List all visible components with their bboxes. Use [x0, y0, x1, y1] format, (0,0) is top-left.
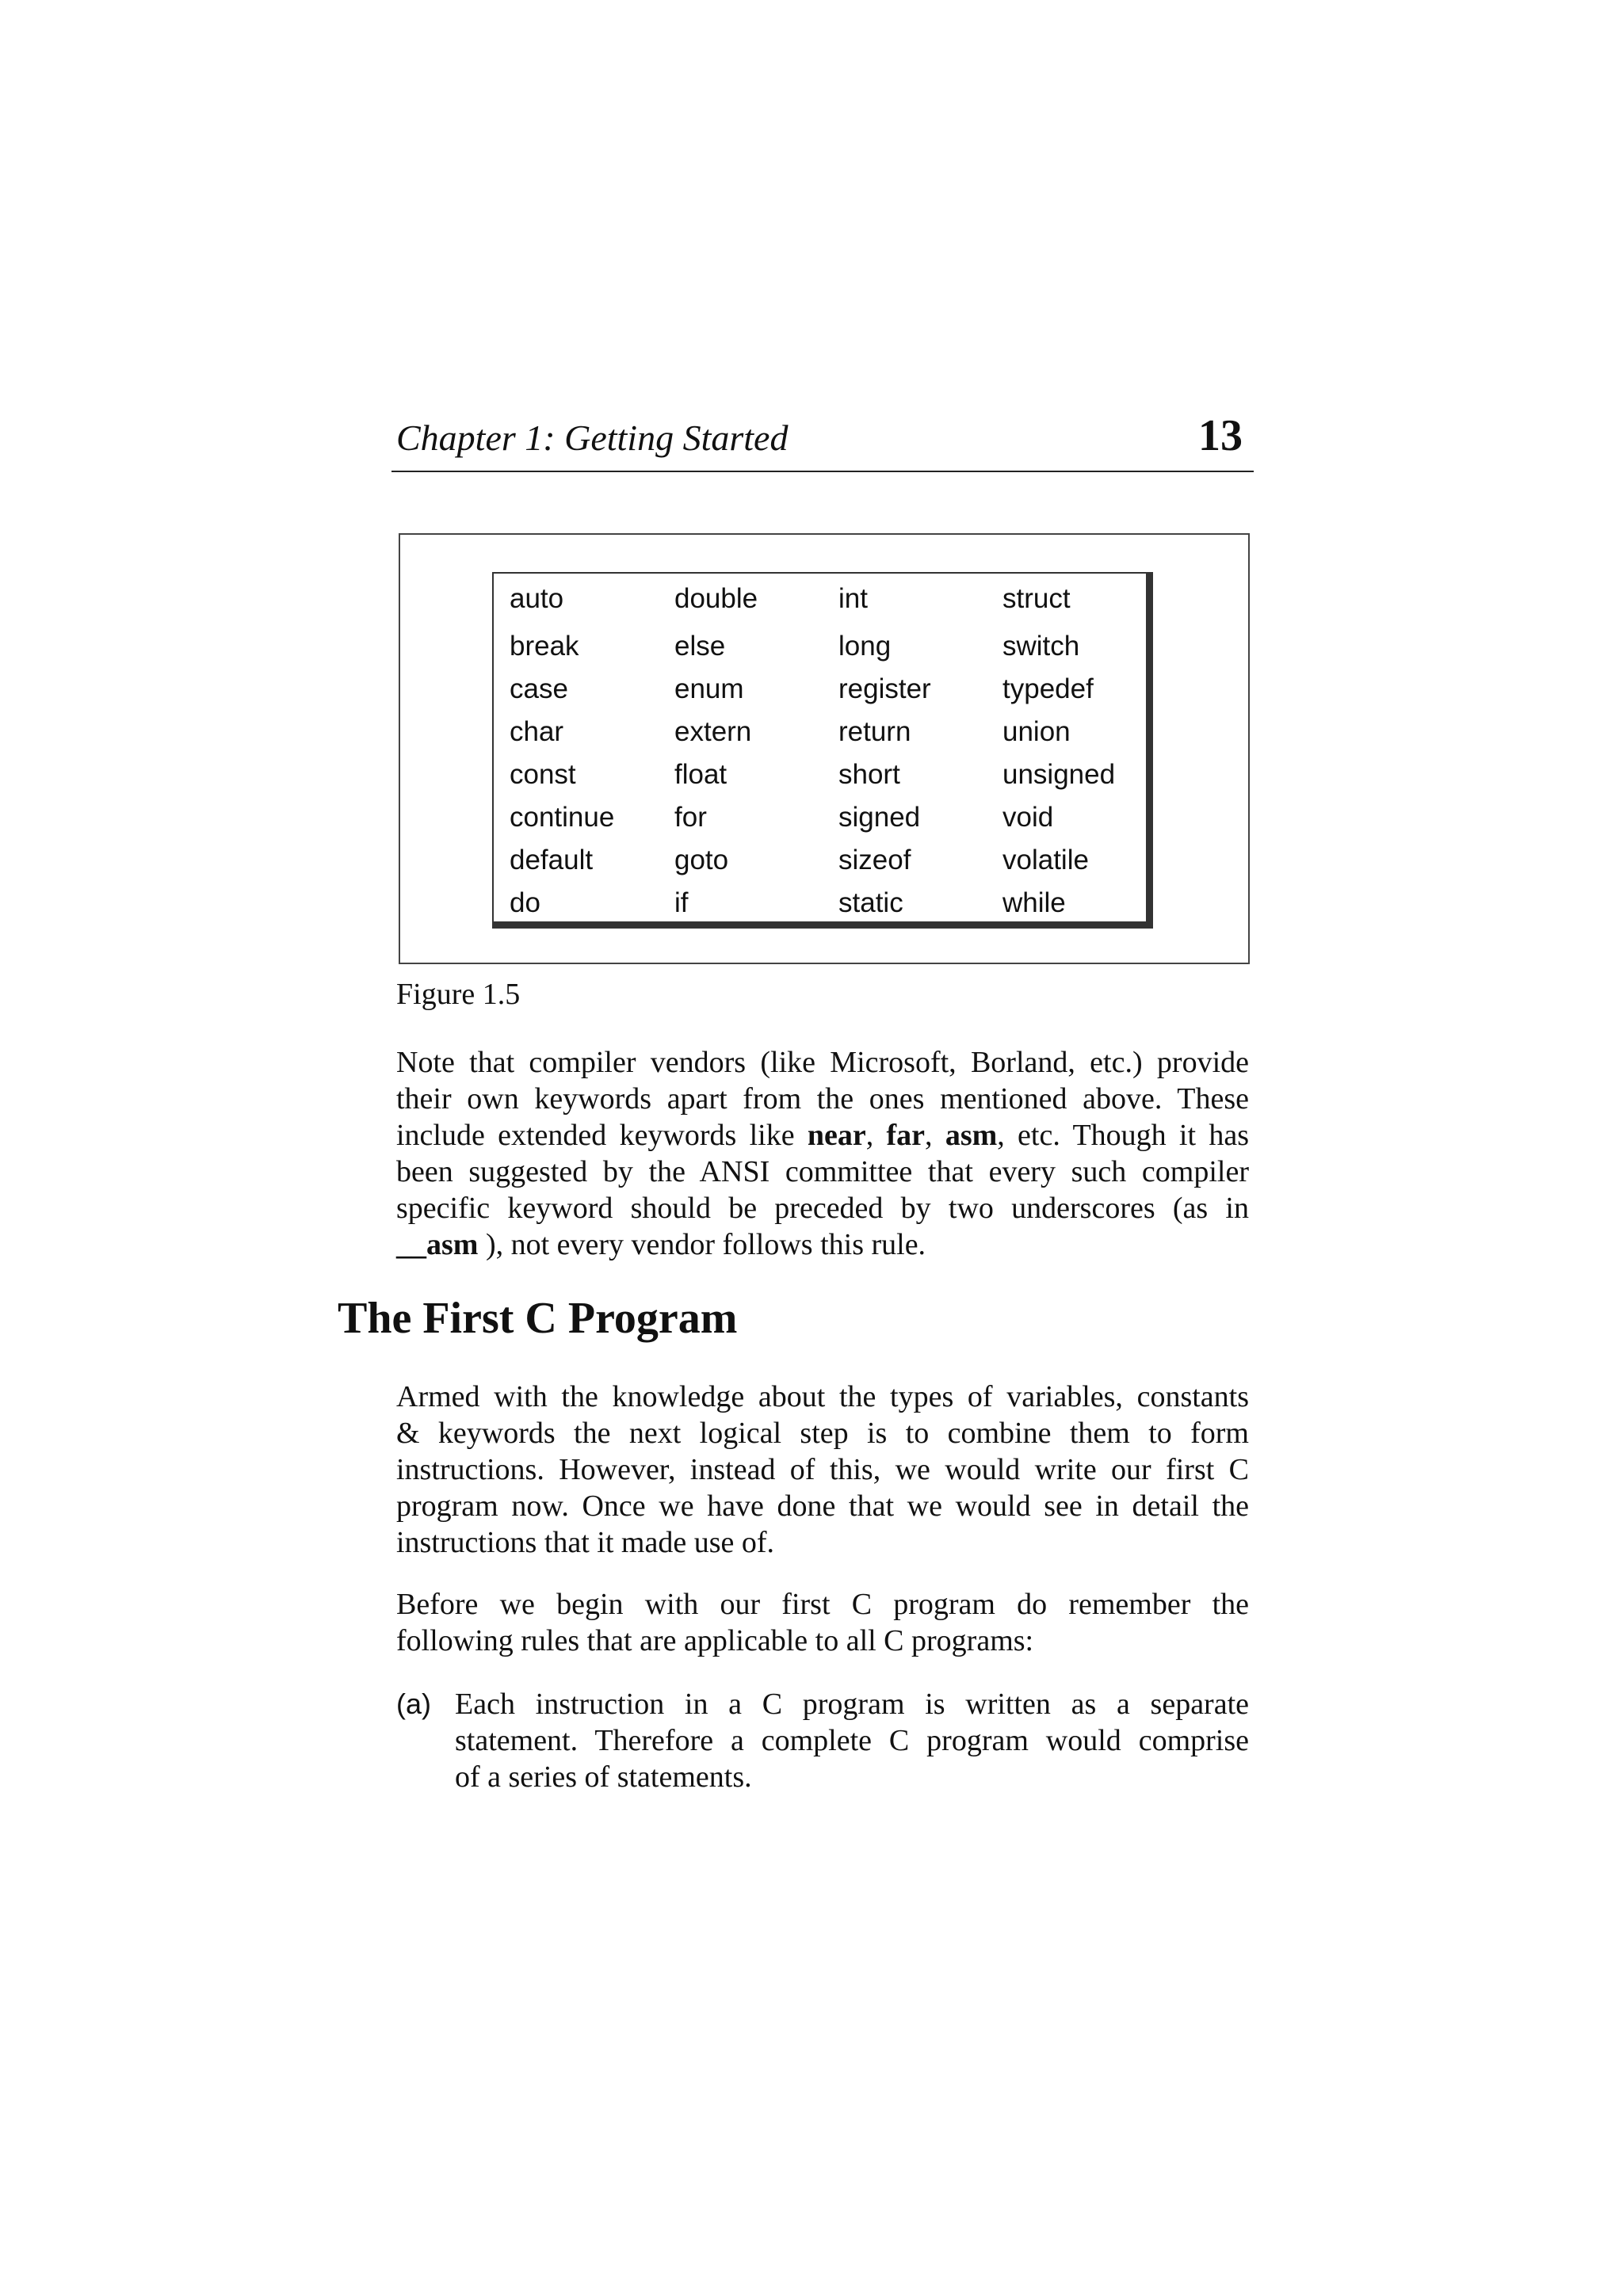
text-line: their own keywords apart from the ones mentioned above. These	[396, 1082, 1249, 1116]
intro-paragraph	[396, 1379, 1249, 1561]
keyword-cell: void	[1002, 802, 1054, 833]
page-number: 13	[1198, 411, 1243, 460]
text-line: statement. Therefore a complete C program would comprise	[455, 1724, 1249, 1757]
text-run: ,	[865, 1119, 887, 1152]
figure-caption: Figure 1.5	[396, 978, 521, 1011]
text-line	[396, 1226, 1249, 1263]
keyword-cell: typedef	[1002, 673, 1094, 704]
keyword-cell: default	[510, 845, 594, 875]
keyword-cell: do	[510, 887, 540, 918]
keyword-cell: return	[838, 716, 911, 747]
text-run: ), not every vendor follows this rule.	[478, 1228, 926, 1261]
text-run: ,	[925, 1119, 945, 1152]
keyword-cell: short	[838, 759, 900, 790]
keyword-cell: const	[510, 759, 576, 790]
chapter-title: Chapter 1: Getting Started	[396, 418, 789, 458]
keyword-near: near	[807, 1119, 866, 1152]
keyword-far: far	[886, 1119, 926, 1152]
text-line: Each instruction in a C program is written as a separate	[455, 1688, 1249, 1721]
keyword-cell: char	[510, 716, 564, 747]
text-line: following rules that are applicable to all C programs:	[396, 1624, 1034, 1657]
keyword-cell: long	[838, 631, 892, 662]
keyword-cell: float	[674, 759, 727, 790]
keywords-table	[492, 572, 1153, 929]
keyword-cell: continue	[510, 802, 615, 833]
table-row	[494, 582, 1146, 616]
table-row	[494, 757, 1146, 792]
section-heading: The First C Program	[338, 1294, 738, 1343]
text-line: program now. Once we have done that we would see in detail the	[396, 1489, 1249, 1523]
keyword-cell: register	[838, 673, 931, 704]
keyword-cell: goto	[674, 845, 729, 875]
keyword-cell: else	[674, 631, 726, 662]
keyword-cell: volatile	[1002, 845, 1089, 875]
keyword-cell: if	[674, 887, 689, 918]
keyword-cell: union	[1002, 716, 1071, 747]
text-run: , etc. Though it has	[997, 1119, 1249, 1152]
table-row	[494, 843, 1146, 878]
keyword-cell: auto	[510, 583, 564, 614]
keyword-underscore-asm: __asm	[396, 1228, 479, 1261]
table-row	[494, 886, 1146, 921]
keyword-cell: case	[510, 673, 568, 704]
keyword-cell: struct	[1002, 583, 1071, 614]
list-marker: (a)	[396, 1688, 431, 1720]
text-run: include extended keywords like	[396, 1119, 808, 1152]
keyword-cell: unsigned	[1002, 759, 1116, 790]
note-paragraph	[396, 1044, 1249, 1263]
table-row	[494, 629, 1146, 664]
keyword-cell: int	[838, 583, 868, 614]
list-item-text	[455, 1686, 1249, 1795]
text-line: & keywords the next logical step is to combine them to form	[396, 1417, 1249, 1450]
text-line: been suggested by the ANSI committee that every such compiler	[396, 1155, 1249, 1188]
text-line: instructions. However, instead of this, we would write our first C	[396, 1453, 1249, 1486]
text-line: of a series of statements.	[455, 1760, 752, 1794]
keyword-cell: switch	[1002, 631, 1080, 662]
text-line: specific keyword should be preceded by two underscores (as in	[396, 1192, 1249, 1225]
keyword-cell: break	[510, 631, 579, 662]
keyword-cell: double	[674, 583, 758, 614]
text-line: Before we begin with our first C program do remember the	[396, 1588, 1249, 1621]
text-line	[396, 1117, 1249, 1154]
text-line: Armed with the knowledge about the types of variables, constants	[396, 1380, 1249, 1413]
text-line: instructions that it made use of.	[396, 1526, 775, 1559]
keyword-asm: asm	[945, 1119, 998, 1152]
keyword-cell: while	[1002, 887, 1066, 918]
table-row	[494, 715, 1146, 749]
rules-intro-paragraph	[396, 1586, 1249, 1659]
keyword-cell: static	[838, 887, 903, 918]
running-header	[391, 409, 1254, 472]
keyword-cell: for	[674, 802, 707, 833]
keyword-cell: extern	[674, 716, 752, 747]
keyword-cell: enum	[674, 673, 744, 704]
keyword-cell: sizeof	[838, 845, 911, 875]
table-row	[494, 800, 1146, 835]
table-row	[494, 672, 1146, 707]
keyword-cell: signed	[838, 802, 921, 833]
text-line: Note that compiler vendors (like Microsoft, Borland, etc.) provide	[396, 1046, 1249, 1079]
